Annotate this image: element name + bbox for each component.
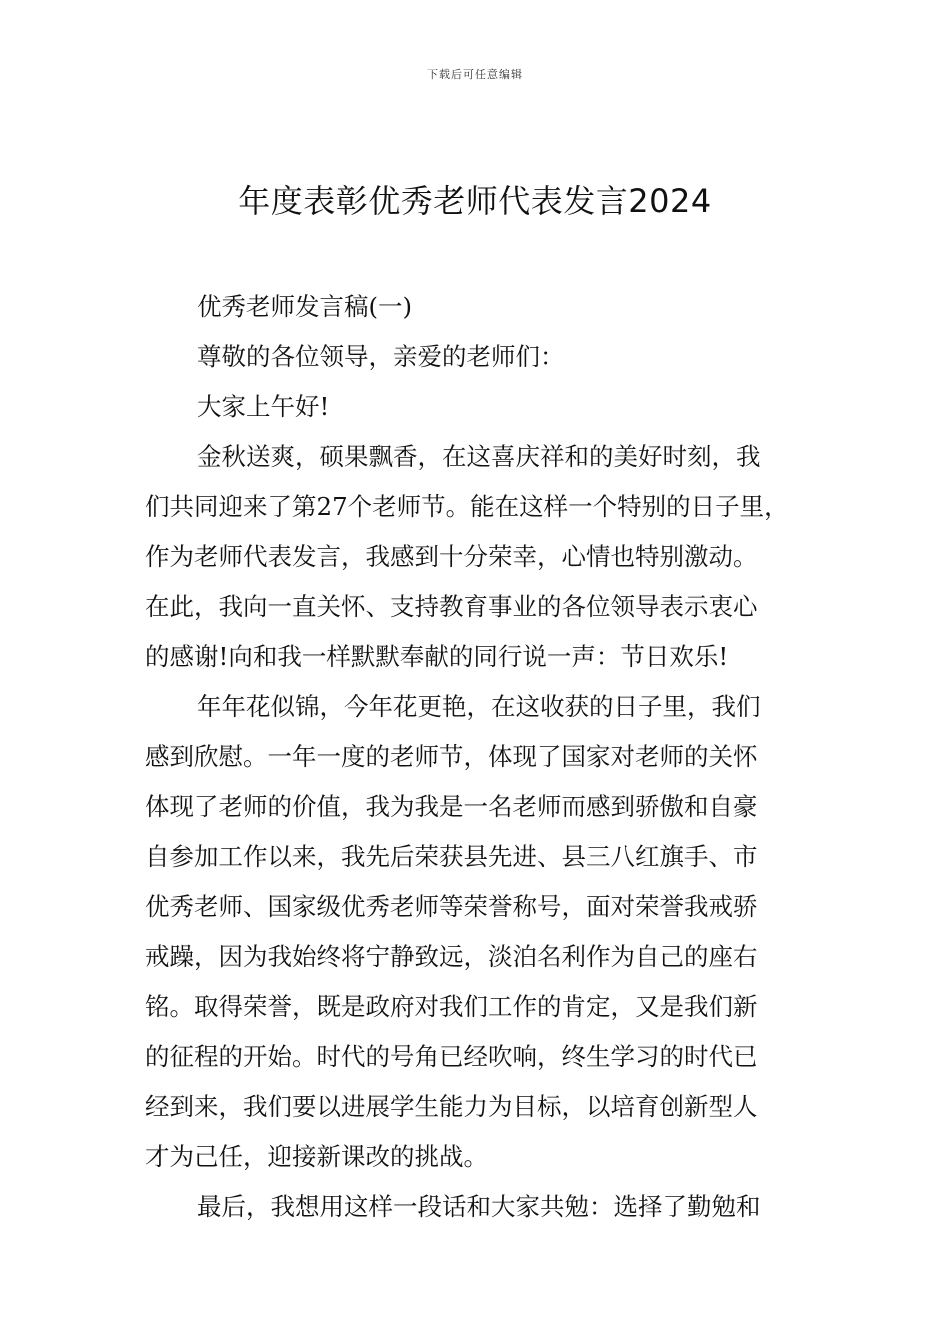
text-line: 感到欣慰。一年一度的老师节，体现了国家对老师的关怀 <box>145 742 758 771</box>
text-line: 戒躁，因为我始终将宁静致远，淡泊名利作为自己的座右 <box>145 942 758 971</box>
text-line: 最后，我想用这样一段话和大家共勉：选择了勤勉和 <box>197 1192 761 1221</box>
text-line: 铭。取得荣誉，既是政府对我们工作的肯定，又是我们新 <box>145 992 758 1021</box>
text-line: 自参加工作以来，我先后荣获县先进、县三八红旗手、市 <box>145 842 758 871</box>
text-line: 金秋送爽，硕果飘香，在这喜庆祥和的美好时刻，我 <box>197 442 761 471</box>
document-body <box>145 282 810 1232</box>
text-line: 的感谢!向和我一样默默奉献的同行说一声：节日欢乐! <box>145 642 729 671</box>
page-header-note: 下载后可任意编辑 <box>427 68 523 81</box>
text-line: 在此，我向一直关怀、支持教育事业的各位领导表示衷心 <box>145 592 758 621</box>
text-line: 体现了老师的价值，我为我是一名老师而感到骄傲和自豪 <box>145 792 758 821</box>
text-line: 尊敬的各位领导，亲爱的老师们： <box>197 342 565 371</box>
text-line: 优秀老师发言稿(一) <box>197 292 413 321</box>
text-line: 的征程的开始。时代的号角已经吹响，终生学习的时代已 <box>145 1042 758 1071</box>
text-line: 作为老师代表发言，我感到十分荣幸，心情也特别激动。 <box>145 542 758 571</box>
text-line: 才为己任，迎接新课改的挑战。 <box>145 1142 488 1171</box>
text-line: 年年花似锦，今年花更艳，在这收获的日子里，我们 <box>197 692 761 721</box>
text-line: 大家上午好! <box>197 392 330 421</box>
document-title: 年度表彰优秀老师代表发言2024 <box>238 182 712 220</box>
text-line: 优秀老师、国家级优秀老师等荣誉称号，面对荣誉我戒骄 <box>145 892 758 921</box>
text-line: 们共同迎来了第27个老师节。能在这样一个特别的日子里， <box>145 492 789 521</box>
text-line: 经到来，我们要以进展学生能力为目标，以培育创新型人 <box>145 1092 758 1121</box>
